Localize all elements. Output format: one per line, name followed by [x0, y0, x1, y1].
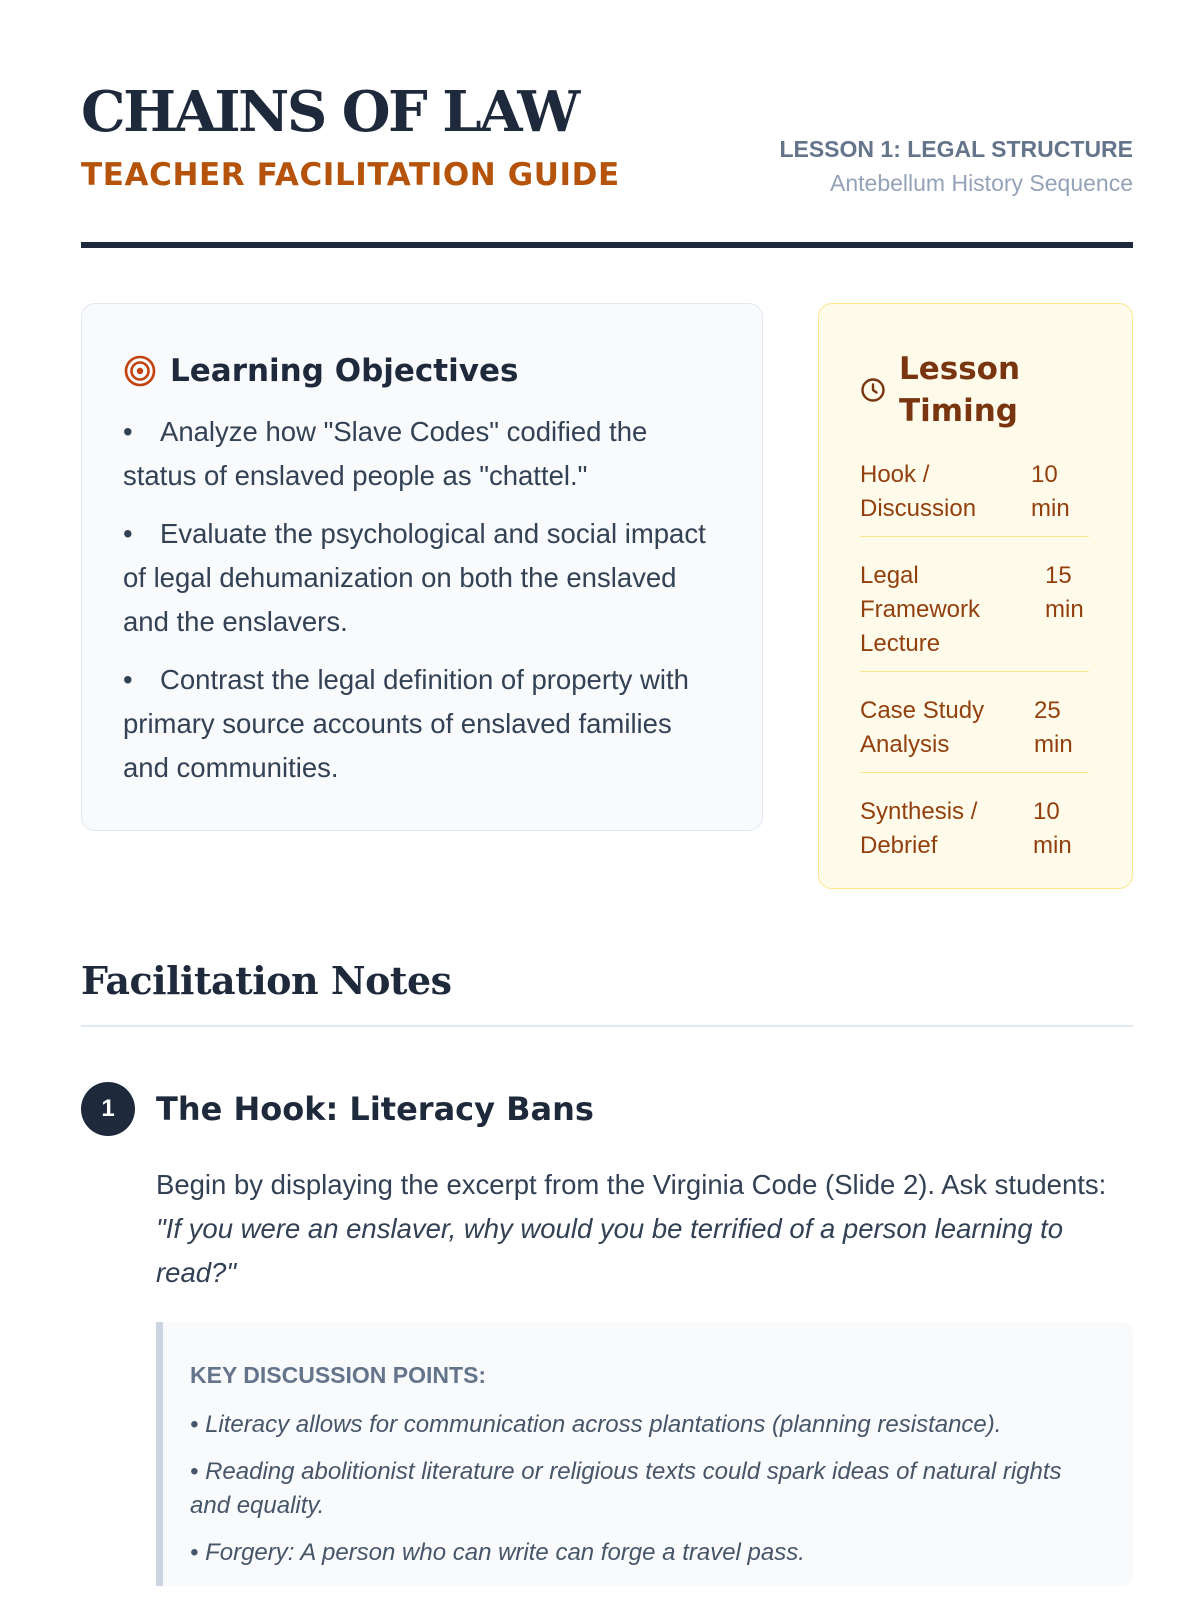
- timing-header: [860, 348, 1069, 432]
- key-point-item: • Literacy allows for communication across plantations (planning resistance).: [190, 1411, 1002, 1438]
- step-number-badge: 1: [81, 1082, 135, 1136]
- objective-item: • Contrast the legal definition of property with primary source accounts of enslaved families and communities.: [123, 658, 723, 790]
- timing-rows: [860, 458, 1089, 873]
- key-discussion-points-box: [156, 1322, 1133, 1586]
- step-body-quote: "If you were an enslaver, why would you be terrified of a person learning to read?": [156, 1213, 1064, 1288]
- timing-row: [860, 795, 1089, 873]
- objectives-header: [123, 354, 518, 388]
- key-points-list: [190, 1408, 1090, 1583]
- timing-minutes: 25 min: [1034, 697, 1073, 758]
- timing-activity: Synthesis / Debrief: [860, 798, 978, 859]
- page-subtitle: TEACHER FACILITATION GUIDE: [81, 157, 620, 193]
- timing-row: [860, 694, 1089, 773]
- sequence-label: Antebellum History Sequence: [830, 170, 1133, 196]
- learning-objectives-card: [81, 303, 763, 831]
- objectives-title: Learning Objectives: [170, 352, 519, 389]
- page-header: [81, 0, 1133, 250]
- timing-minutes: 10 min: [1033, 798, 1072, 859]
- facilitation-notes-title: Facilitation Notes: [81, 958, 452, 1003]
- step-body-intro: Begin by displaying the excerpt from the Virginia Code (Slide 2). Ask students:: [156, 1169, 1107, 1200]
- page-title: CHAINS OF LAW: [81, 79, 578, 145]
- timing-row: [860, 559, 1089, 672]
- header-divider: [81, 242, 1133, 248]
- step-title: The Hook: Literacy Bans: [156, 1090, 594, 1128]
- timing-minutes: 10 min: [1031, 461, 1070, 522]
- objectives-list: [123, 410, 723, 804]
- timing-minutes: 15 min: [1045, 562, 1084, 623]
- timing-activity: Hook / Discussion: [860, 461, 977, 522]
- objective-item: • Evaluate the psychological and social impact of legal dehumanization on both the enslaved and the enslavers.: [123, 512, 723, 644]
- clock-icon: [860, 377, 886, 403]
- lesson-timing-card: [818, 303, 1133, 889]
- key-point-item: • Forgery: A person who can write can forge a travel pass.: [190, 1539, 805, 1566]
- lesson-label: LESSON 1: LEGAL STRUCTURE: [779, 136, 1133, 162]
- timing-activity: Case Study Analysis: [860, 697, 985, 758]
- timing-row: [860, 458, 1089, 537]
- key-points-title: KEY DISCUSSION POINTS:: [190, 1362, 487, 1388]
- timing-title: Lesson Timing: [899, 351, 1021, 429]
- key-point-item: • Reading abolitionist literature or religious texts could spark ideas of natural rights and equality.: [190, 1458, 1062, 1519]
- target-icon: [123, 354, 157, 388]
- objective-item: • Analyze how "Slave Codes" codified the status of enslaved people as "chattel.": [123, 410, 723, 498]
- section-divider: [81, 1025, 1133, 1027]
- step-body: [156, 1163, 1133, 1295]
- timing-activity: Legal Framework Lecture: [860, 562, 981, 657]
